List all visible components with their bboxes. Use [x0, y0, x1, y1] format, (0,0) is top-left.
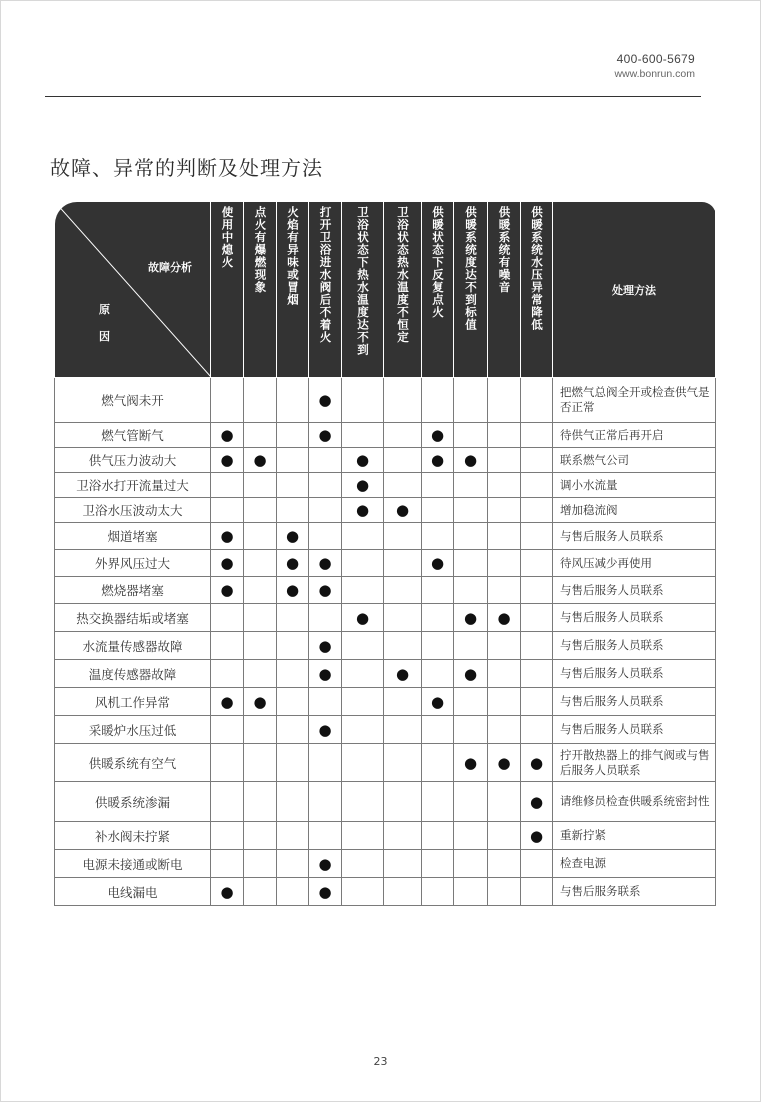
empty-cell: [211, 473, 244, 498]
method-cell: 与售后服务人员联系: [553, 604, 716, 632]
empty-cell: [384, 782, 422, 822]
empty-cell: [211, 822, 244, 850]
bullet-mark: ●: [422, 423, 454, 448]
empty-cell: [244, 632, 277, 660]
cause-cell: 燃气管断气: [55, 423, 211, 448]
table-body: [55, 378, 716, 906]
empty-cell: [384, 378, 422, 423]
corner-diagonal-line: [55, 202, 211, 377]
empty-cell: [521, 448, 553, 473]
bullet-mark: ●: [211, 878, 244, 906]
bullet-mark: ●: [454, 448, 488, 473]
bullet-mark: ●: [244, 688, 277, 716]
empty-cell: [277, 448, 309, 473]
cause-cell: 烟道堵塞: [55, 523, 211, 550]
empty-cell: [454, 716, 488, 744]
empty-cell: [488, 577, 521, 604]
empty-cell: [277, 378, 309, 423]
bullet-mark: ●: [454, 744, 488, 782]
table-row: [55, 378, 716, 423]
cause-cell: 电线漏电: [55, 878, 211, 906]
column-header-10: [521, 202, 553, 378]
empty-cell: [211, 716, 244, 744]
cause-cell: 燃烧器堵塞: [55, 577, 211, 604]
table-row: [55, 550, 716, 577]
bullet-mark: ●: [342, 473, 384, 498]
empty-cell: [454, 632, 488, 660]
bullet-mark: ●: [211, 577, 244, 604]
empty-cell: [422, 782, 454, 822]
bullet-mark: ●: [277, 550, 309, 577]
empty-cell: [211, 604, 244, 632]
empty-cell: [244, 423, 277, 448]
empty-cell: [384, 473, 422, 498]
method-cell: 重新拧紧: [553, 822, 716, 850]
hotline-number: 400-600-5679: [616, 52, 695, 66]
website-url: www.bonrun.com: [614, 68, 695, 80]
empty-cell: [454, 473, 488, 498]
column-header-9: [488, 202, 521, 378]
empty-cell: [244, 716, 277, 744]
empty-cell: [244, 378, 277, 423]
cause-cell: 采暖炉水压过低: [55, 716, 211, 744]
bullet-mark: ●: [211, 550, 244, 577]
empty-cell: [342, 423, 384, 448]
empty-cell: [342, 716, 384, 744]
empty-cell: [521, 577, 553, 604]
table-row: [55, 850, 716, 878]
column-header-label: 供暖系统度达不到标值: [464, 206, 478, 331]
bullet-mark: ●: [309, 660, 342, 688]
empty-cell: [244, 744, 277, 782]
empty-cell: [488, 423, 521, 448]
method-cell: 与售后服务联系: [553, 878, 716, 906]
empty-cell: [521, 632, 553, 660]
bullet-mark: ●: [454, 660, 488, 688]
empty-cell: [244, 604, 277, 632]
cause-cell: 卫浴水打开流量过大: [55, 473, 211, 498]
cause-cell: 补水阀未拧紧: [55, 822, 211, 850]
column-header-5: [342, 202, 384, 378]
column-header-6: [384, 202, 422, 378]
column-header-3: [277, 202, 309, 378]
empty-cell: [309, 688, 342, 716]
table-row: [55, 577, 716, 604]
bullet-mark: ●: [309, 716, 342, 744]
bullet-mark: ●: [309, 632, 342, 660]
empty-cell: [277, 716, 309, 744]
empty-cell: [454, 850, 488, 878]
method-column-header: 处理方法: [553, 202, 716, 378]
empty-cell: [277, 878, 309, 906]
bullet-mark: ●: [309, 577, 342, 604]
method-cell: 与售后服务人员联系: [553, 632, 716, 660]
bullet-mark: ●: [277, 523, 309, 550]
empty-cell: [309, 448, 342, 473]
empty-cell: [244, 550, 277, 577]
empty-cell: [422, 822, 454, 850]
empty-cell: [422, 660, 454, 688]
method-cell: 待风压减少再使用: [553, 550, 716, 577]
empty-cell: [384, 744, 422, 782]
bullet-mark: ●: [488, 744, 521, 782]
empty-cell: [277, 782, 309, 822]
empty-cell: [342, 550, 384, 577]
table-row: [55, 448, 716, 473]
empty-cell: [488, 822, 521, 850]
bullet-mark: ●: [309, 878, 342, 906]
empty-cell: [309, 498, 342, 523]
method-cell: 与售后服务人员联系: [553, 577, 716, 604]
method-cell: 与售后服务人员联系: [553, 716, 716, 744]
bullet-mark: ●: [521, 782, 553, 822]
empty-cell: [342, 822, 384, 850]
empty-cell: [277, 498, 309, 523]
empty-cell: [244, 523, 277, 550]
bullet-mark: ●: [211, 448, 244, 473]
column-header-8: [454, 202, 488, 378]
empty-cell: [244, 660, 277, 688]
method-cell: 与售后服务人员联系: [553, 660, 716, 688]
empty-cell: [244, 473, 277, 498]
empty-cell: [342, 782, 384, 822]
empty-cell: [521, 523, 553, 550]
empty-cell: [342, 523, 384, 550]
empty-cell: [211, 660, 244, 688]
table-row: [55, 473, 716, 498]
empty-cell: [244, 782, 277, 822]
empty-cell: [488, 632, 521, 660]
column-header-7: [422, 202, 454, 378]
method-cell: 把燃气总阀全开或检查供气是否正常: [553, 378, 716, 423]
empty-cell: [384, 850, 422, 878]
empty-cell: [521, 498, 553, 523]
column-header-label: 火焰有异味或冒烟: [286, 206, 300, 306]
empty-cell: [422, 498, 454, 523]
cause-label-2: 因: [99, 330, 110, 343]
empty-cell: [211, 632, 244, 660]
empty-cell: [342, 660, 384, 688]
method-cell: 请维修员检查供暖系统密封性: [553, 782, 716, 822]
empty-cell: [309, 744, 342, 782]
empty-cell: [521, 878, 553, 906]
table-row: [55, 744, 716, 782]
table-row: [55, 822, 716, 850]
column-header-label: 卫浴状态热水温度不恒定: [396, 206, 410, 344]
table-row: [55, 660, 716, 688]
cause-cell: 风机工作异常: [55, 688, 211, 716]
cause-cell: 电源未接通或断电: [55, 850, 211, 878]
empty-cell: [488, 473, 521, 498]
cause-cell: 热交换器结垢或堵塞: [55, 604, 211, 632]
empty-cell: [488, 850, 521, 878]
table-row: [55, 604, 716, 632]
bullet-mark: ●: [277, 577, 309, 604]
empty-cell: [454, 498, 488, 523]
empty-cell: [384, 878, 422, 906]
column-header-4: [309, 202, 342, 378]
empty-cell: [384, 423, 422, 448]
empty-cell: [277, 632, 309, 660]
empty-cell: [521, 550, 553, 577]
empty-cell: [384, 822, 422, 850]
empty-cell: [384, 448, 422, 473]
empty-cell: [521, 604, 553, 632]
empty-cell: [342, 378, 384, 423]
empty-cell: [521, 378, 553, 423]
empty-cell: [422, 378, 454, 423]
bullet-mark: ●: [342, 448, 384, 473]
empty-cell: [454, 782, 488, 822]
bullet-mark: ●: [309, 378, 342, 423]
empty-cell: [277, 850, 309, 878]
cause-cell: 外界风压过大: [55, 550, 211, 577]
corner-header: [55, 202, 211, 378]
empty-cell: [342, 850, 384, 878]
cause-cell: 供暖系统渗漏: [55, 782, 211, 822]
empty-cell: [384, 577, 422, 604]
bullet-mark: ●: [309, 850, 342, 878]
empty-cell: [422, 473, 454, 498]
page-number: 23: [373, 1055, 388, 1068]
cause-cell: 卫浴水压波动太大: [55, 498, 211, 523]
bullet-mark: ●: [384, 498, 422, 523]
bullet-mark: ●: [521, 822, 553, 850]
bullet-mark: ●: [454, 604, 488, 632]
column-header-label: 供暖系统有噪音: [497, 206, 512, 294]
empty-cell: [488, 523, 521, 550]
empty-cell: [244, 498, 277, 523]
empty-cell: [521, 850, 553, 878]
empty-cell: [422, 744, 454, 782]
empty-cell: [454, 550, 488, 577]
method-cell: 待供气正常后再开启: [553, 423, 716, 448]
fault-analysis-label: 故障分析: [148, 261, 192, 274]
fault-diagnosis-table: [54, 201, 716, 906]
empty-cell: [521, 688, 553, 716]
empty-cell: [277, 423, 309, 448]
empty-cell: [244, 850, 277, 878]
empty-cell: [422, 878, 454, 906]
cause-cell: 燃气阀未开: [55, 378, 211, 423]
empty-cell: [488, 782, 521, 822]
empty-cell: [384, 550, 422, 577]
empty-cell: [211, 850, 244, 878]
empty-cell: [384, 632, 422, 660]
table-row: [55, 523, 716, 550]
empty-cell: [384, 688, 422, 716]
page-title: 故障、异常的判断及处理方法: [50, 156, 323, 180]
empty-cell: [309, 822, 342, 850]
method-cell: 联系燃气公司: [553, 448, 716, 473]
empty-cell: [277, 688, 309, 716]
table-row: [55, 498, 716, 523]
empty-cell: [521, 716, 553, 744]
empty-cell: [277, 473, 309, 498]
empty-cell: [211, 498, 244, 523]
empty-cell: [342, 632, 384, 660]
column-header-1: [211, 202, 244, 378]
empty-cell: [277, 744, 309, 782]
empty-cell: [488, 878, 521, 906]
empty-cell: [277, 604, 309, 632]
empty-cell: [454, 378, 488, 423]
cause-label-1: 原: [99, 303, 110, 316]
method-cell: 与售后服务人员联系: [553, 523, 716, 550]
empty-cell: [384, 604, 422, 632]
bullet-mark: ●: [342, 498, 384, 523]
bullet-mark: ●: [342, 604, 384, 632]
empty-cell: [211, 782, 244, 822]
column-header-label: 打开卫浴进水阀后不着火: [318, 206, 333, 344]
empty-cell: [422, 523, 454, 550]
table-row: [55, 632, 716, 660]
bullet-mark: ●: [244, 448, 277, 473]
method-cell: 拧开散热器上的排气阀或与售后服务人员联系: [553, 744, 716, 782]
bullet-mark: ●: [521, 744, 553, 782]
empty-cell: [454, 523, 488, 550]
empty-cell: [488, 448, 521, 473]
method-cell: 调小水流量: [553, 473, 716, 498]
empty-cell: [277, 822, 309, 850]
table-row: [55, 688, 716, 716]
column-header-label: 卫浴状态下热水温度达不到: [356, 206, 370, 356]
cause-cell: 供气压力波动大: [55, 448, 211, 473]
empty-cell: [309, 782, 342, 822]
column-header-2: [244, 202, 277, 378]
column-header-label: 使用中熄火: [220, 206, 235, 269]
empty-cell: [342, 878, 384, 906]
empty-cell: [277, 660, 309, 688]
empty-cell: [309, 473, 342, 498]
cause-cell: 温度传感器故障: [55, 660, 211, 688]
bullet-mark: ●: [488, 604, 521, 632]
cause-cell: 水流量传感器故障: [55, 632, 211, 660]
column-header-label: 点火有爆燃现象: [253, 206, 268, 294]
bullet-mark: ●: [211, 423, 244, 448]
empty-cell: [454, 423, 488, 448]
column-header-label: 供暖系统水压异常降低: [530, 206, 544, 331]
empty-cell: [422, 632, 454, 660]
empty-cell: [384, 523, 422, 550]
empty-cell: [422, 577, 454, 604]
empty-cell: [454, 688, 488, 716]
empty-cell: [454, 577, 488, 604]
empty-cell: [422, 850, 454, 878]
bullet-mark: ●: [211, 523, 244, 550]
empty-cell: [244, 878, 277, 906]
empty-cell: [454, 878, 488, 906]
table-header-row: [55, 202, 716, 378]
empty-cell: [521, 473, 553, 498]
empty-cell: [521, 660, 553, 688]
empty-cell: [211, 378, 244, 423]
bullet-mark: ●: [422, 688, 454, 716]
empty-cell: [488, 716, 521, 744]
table-row: [55, 716, 716, 744]
empty-cell: [488, 688, 521, 716]
empty-cell: [309, 604, 342, 632]
bullet-mark: ●: [422, 448, 454, 473]
empty-cell: [422, 604, 454, 632]
empty-cell: [244, 822, 277, 850]
bullet-mark: ●: [309, 423, 342, 448]
empty-cell: [342, 577, 384, 604]
empty-cell: [488, 550, 521, 577]
bullet-mark: ●: [422, 550, 454, 577]
empty-cell: [488, 660, 521, 688]
column-header-label: 供暖状态下反复点火: [431, 206, 445, 319]
bullet-mark: ●: [309, 550, 342, 577]
empty-cell: [454, 822, 488, 850]
header-divider: [45, 96, 701, 97]
table-row: [55, 878, 716, 906]
bullet-mark: ●: [384, 660, 422, 688]
table-row: [55, 423, 716, 448]
method-cell: 增加稳流阀: [553, 498, 716, 523]
empty-cell: [384, 716, 422, 744]
method-cell: 检查电源: [553, 850, 716, 878]
empty-cell: [488, 378, 521, 423]
bullet-mark: ●: [211, 688, 244, 716]
empty-cell: [244, 577, 277, 604]
empty-cell: [342, 688, 384, 716]
empty-cell: [422, 716, 454, 744]
empty-cell: [521, 423, 553, 448]
contact-info: [614, 52, 695, 81]
table-row: [55, 782, 716, 822]
empty-cell: [342, 744, 384, 782]
empty-cell: [488, 498, 521, 523]
method-cell: 与售后服务人员联系: [553, 688, 716, 716]
empty-cell: [309, 523, 342, 550]
cause-cell: 供暖系统有空气: [55, 744, 211, 782]
empty-cell: [211, 744, 244, 782]
